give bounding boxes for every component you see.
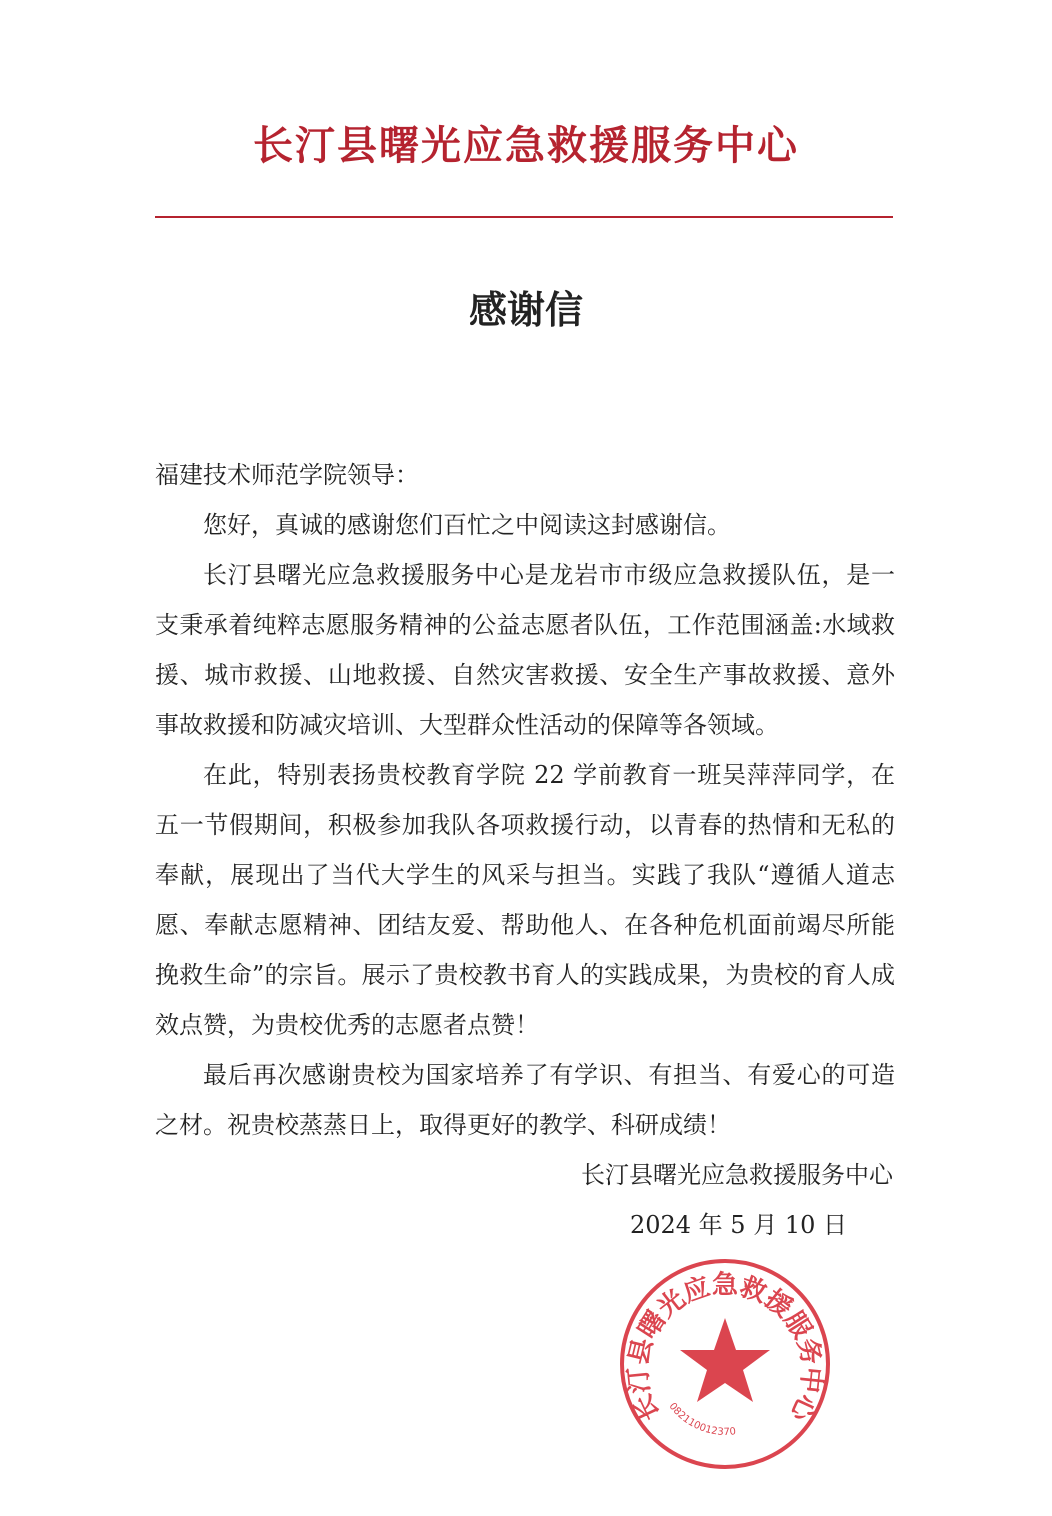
signature-block — [155, 1150, 893, 1250]
signature-date: 2024 年 5 月 10 日 — [629, 1211, 847, 1239]
svg-text:长汀县曙光应急救援服务中心: 长汀县曙光应急救援服务中心 — [623, 1270, 827, 1426]
paragraph: 您好，真诚的感谢您们百忙之中阅读这封感谢信。 — [203, 511, 731, 539]
official-seal — [617, 1256, 833, 1472]
salutation: 福建技术师范学院领导： — [155, 461, 419, 489]
star-icon — [680, 1318, 770, 1402]
letterhead-organization: 长汀县曙光应急救援服务中心 — [253, 122, 799, 169]
signature-organization: 长汀县曙光应急救援服务中心 — [581, 1161, 893, 1189]
svg-text:082110012370: 082110012370 — [666, 1401, 737, 1438]
letter-title: 感谢信 — [468, 287, 583, 332]
paragraph: 最后再次感谢贵校为国家培养了有学识、有担当、有爱心的可造之材。祝贵校蒸蒸日上，取得更好的教学、科研成绩！ — [155, 1061, 895, 1139]
seal-area — [155, 1256, 893, 1476]
letterhead-divider — [155, 216, 893, 218]
paragraph: 在此，特别表扬贵校教育学院 22 学前教育一班吴萍萍同学，在五一节假期间，积极参加我队各项救援行动，以青春的热情和无私的奉献，展现出了当代大学生的风采与担当。实践了我队“遵循人道志愿、奉献志愿精神、团结友爱、帮助他人、在各种危机面前竭尽所能挽救生命”的宗旨。展示了贵校教书育人的实践成果，为贵校的育人成效点赞，为贵校优秀的志愿者点赞！ — [155, 761, 895, 1039]
paragraph: 长汀县曙光应急救援服务中心是龙岩市市级应急救援队伍，是一支秉承着纯粹志愿服务精神的公益志愿者队伍，工作范围涵盖:水域救援、城市救援、山地救援、自然灾害救援、安全生产事故救援、意外事故救援和防减灾培训、大型群众性活动的保障等各领域。 — [155, 561, 895, 739]
letter-body — [155, 450, 895, 1150]
